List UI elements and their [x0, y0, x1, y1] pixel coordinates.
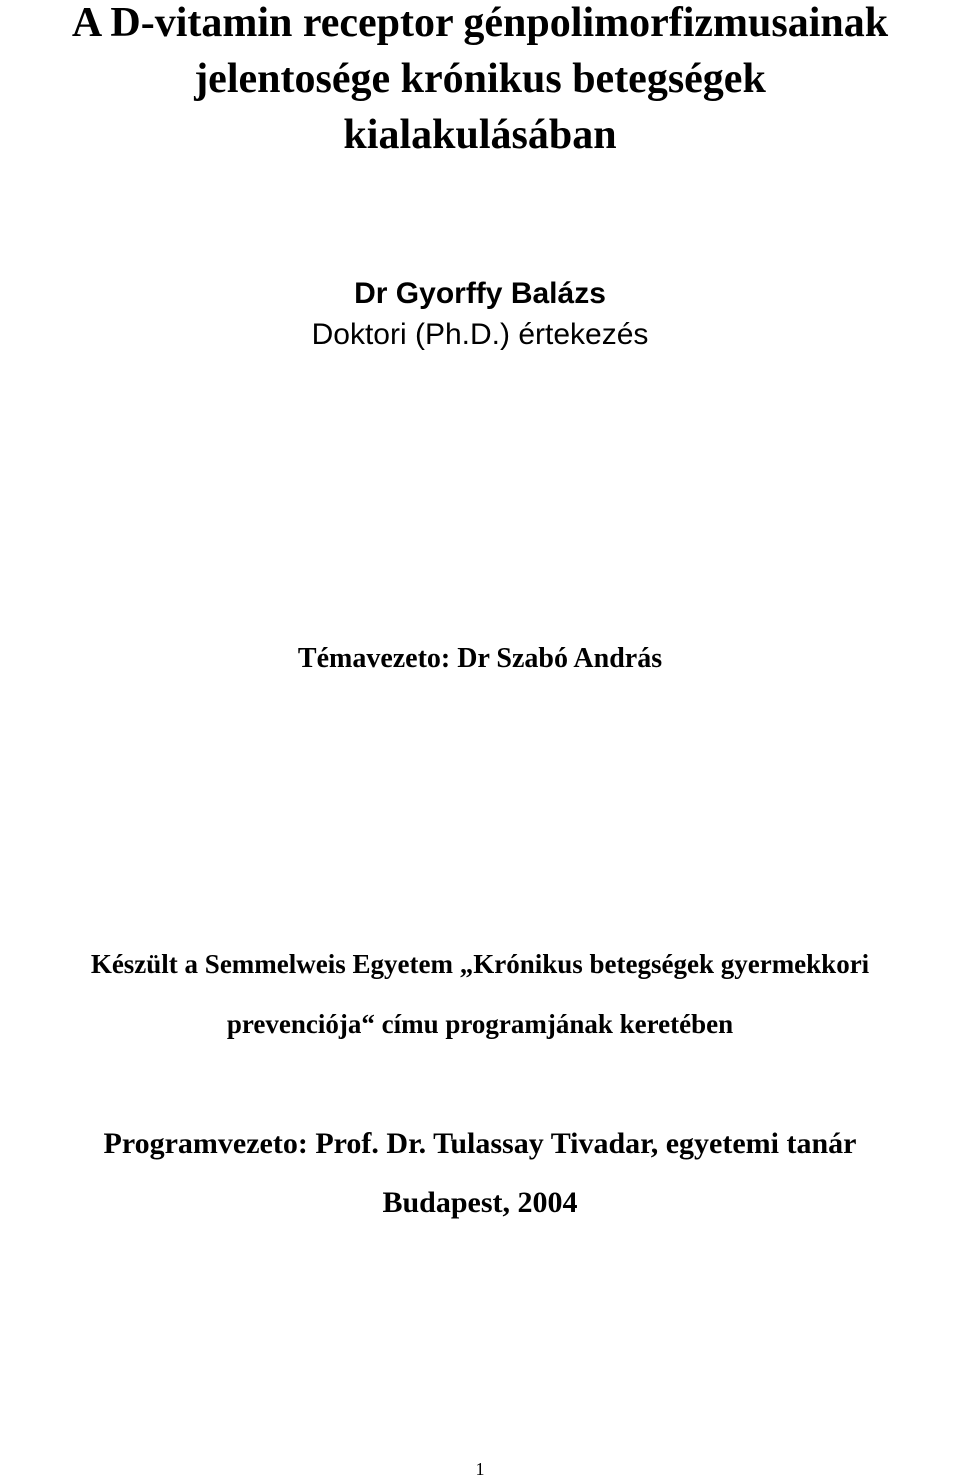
page-number: 1 [475, 1459, 485, 1479]
title-line-3: kialakulásában [343, 112, 617, 158]
program-context-line-1: Készült a Semmelweis Egyetem „Krónikus betegségek gyermekkori [90, 949, 870, 979]
place-year: Budapest, 2004 [382, 1186, 578, 1219]
author-name: Dr Gyorffy Balázs [354, 277, 606, 310]
program-leader: Programvezeto: Prof. Dr. Tulassay Tivadar, egyetemi tanár [103, 1127, 857, 1160]
degree-type: Doktori (Ph.D.) értekezés [311, 318, 649, 351]
supervisor: Témavezeto: Dr Szabó András [297, 643, 663, 674]
title-line-2: jelentosége krónikus betegségek [194, 56, 766, 102]
title-line-1: A D-vitamin receptor génpolimorfizmusainak [71, 0, 889, 46]
program-context-line-2: prevenciója“ címu programjának keretében [226, 1009, 734, 1039]
